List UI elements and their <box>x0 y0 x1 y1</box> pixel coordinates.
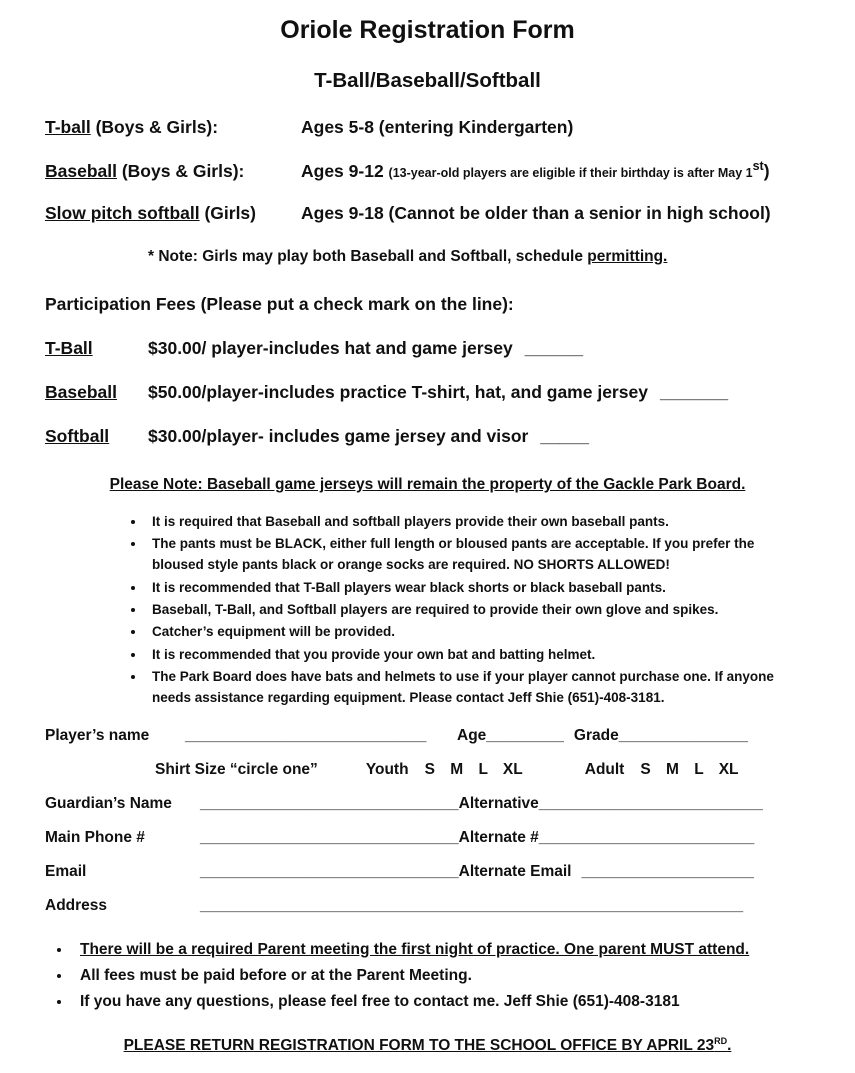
ages-eligibility-note: (13-year-old players are eligible if their birthday is after May 1 <box>388 165 753 180</box>
rule-item: • Baseball, T-Ball, and Softball players are required to provide their own glove and spikes. <box>146 599 806 620</box>
page-subtitle: T-Ball/Baseball/Softball <box>314 69 541 92</box>
ages-note-superscript: st <box>752 159 764 173</box>
phone-row <box>45 829 810 847</box>
page-title: Oriole Registration Form <box>280 16 575 44</box>
division-row-baseball <box>45 159 810 182</box>
division-name: Slow pitch softball <box>45 202 200 223</box>
division-label-tball <box>45 117 301 138</box>
fee-name: T-Ball <box>45 337 93 358</box>
fee-name: Baseball <box>45 381 117 402</box>
division-qualifier: (Boys & Girls): <box>116 160 245 181</box>
closing-notes-list <box>72 937 810 1015</box>
alternative-label: Alternative <box>458 794 539 812</box>
return-instruction <box>45 1036 810 1055</box>
rule-item: • The pants must be BLACK, either full length or bloused pants are acceptable. If you prefer the bloused style pants black or orange socks are required. NO SHORTS ALLOWED! <box>146 533 806 576</box>
main-phone-label: Main Phone # <box>45 828 145 846</box>
division-label-baseball <box>45 161 301 182</box>
rule-item: • The Park Board does have bats and helmets to use if your player cannot purchase one. If anyone needs assistance regarding equipment. Please contact Jeff Shie (651)-408-3181. <box>146 666 806 709</box>
alternate-phone-label: Alternate # <box>458 828 539 846</box>
fee-checkmark-line: _______ <box>659 381 729 402</box>
return-instruction-text <box>124 1037 732 1054</box>
return-text: PLEASE RETURN REGISTRATION FORM TO THE SCHOOL OFFICE BY APRIL 23 <box>123 1037 715 1055</box>
schedule-note-underlined: permitting. <box>587 247 668 265</box>
rule-item: • Catcher’s equipment will be provided. <box>146 621 806 642</box>
grade-label: Grade <box>573 726 619 744</box>
guardian-group <box>45 795 459 813</box>
fee-name: Softball <box>45 425 110 446</box>
division-list <box>45 117 810 224</box>
fee-desc-text: $50.00/player-includes practice T-shirt, hat, and game jersey <box>148 381 648 402</box>
division-name: T-ball <box>45 117 91 137</box>
fee-description <box>148 426 589 447</box>
division-row-softball <box>45 203 810 224</box>
age-blank: _________ <box>486 726 564 744</box>
jersey-property-note: Please Note: Baseball game jerseys will remain the property of the Gackle Park Board. <box>109 475 746 493</box>
email-group <box>45 863 459 881</box>
closing-note-item: • All fees must be paid before or at the Parent Meeting. <box>72 963 810 989</box>
youth-label: Youth <box>365 760 409 778</box>
fee-desc-text: $30.00/ player-includes hat and game jersey <box>148 337 513 358</box>
guardian-name-label: Guardian’s Name <box>45 794 172 812</box>
fee-checkmark-line: _____ <box>540 425 590 446</box>
player-name-row <box>45 727 810 745</box>
schedule-note-text: * Note: Girls may play both Baseball and Softball, schedule <box>148 247 588 265</box>
youth-sizes: S M L XL <box>424 760 523 778</box>
division-ages-baseball <box>301 159 810 182</box>
fee-description <box>148 338 583 359</box>
division-ages-tball: Ages 5-8 (entering Kindergarten) <box>301 117 574 137</box>
rule-item: • It is required that Baseball and softball players provide their own baseball pants. <box>146 511 806 532</box>
fee-row-tball <box>45 338 810 359</box>
main-phone-group <box>45 829 459 847</box>
adult-label: Adult <box>584 760 625 778</box>
fees-list <box>45 338 810 447</box>
closing-note-item: • If you have any questions, please feel free to contact me. Jeff Shie (651)-408-3181 <box>72 989 810 1015</box>
division-name: Baseball <box>45 160 117 181</box>
shirt-size-row <box>155 761 810 779</box>
return-superscript: RD <box>714 1035 728 1046</box>
schedule-note <box>148 248 810 266</box>
ages-note-close: ) <box>763 160 770 181</box>
fee-description <box>148 382 728 403</box>
age-label: Age <box>457 726 487 744</box>
fee-row-baseball <box>45 382 810 403</box>
alternate-email-blank: ____________________ <box>581 862 754 880</box>
player-name-blank: ____________________________ <box>185 726 427 744</box>
alternate-email-label: Alternate Email <box>458 862 572 880</box>
address-blank: _______________________________________________________________ <box>200 896 744 914</box>
alternative-blank: __________________________ <box>538 794 763 812</box>
email-row <box>45 863 810 881</box>
division-qualifier: (Girls) <box>199 202 256 223</box>
email-blank: ______________________________ <box>200 862 459 880</box>
ages-main: Ages 9-12 <box>301 160 389 181</box>
rule-item: • It is recommended that you provide your own bat and batting helmet. <box>146 644 806 665</box>
rule-item: • It is recommended that T-Ball players wear black shorts or black baseball pants. <box>146 577 806 598</box>
division-ages-softball: Ages 9-18 (Cannot be older than a senior in high school) <box>301 202 771 223</box>
division-label-softball <box>45 203 301 224</box>
main-phone-blank: ______________________________ <box>200 828 459 846</box>
division-qualifier: (Boys & Girls): <box>90 117 219 137</box>
fee-desc-text: $30.00/player- includes game jersey and visor <box>148 425 529 446</box>
fee-row-softball <box>45 426 810 447</box>
address-label: Address <box>45 896 108 914</box>
email-label: Email <box>45 862 87 880</box>
fees-heading: Participation Fees (Please put a check mark on the line): <box>45 293 514 314</box>
address-row <box>45 897 810 915</box>
shirt-size-label: Shirt Size “circle one” <box>155 760 318 778</box>
registration-fields <box>45 727 810 915</box>
adult-sizes: S M L XL <box>640 760 739 778</box>
fee-checkmark-line: ______ <box>524 337 584 358</box>
return-period: . <box>727 1037 732 1055</box>
guardian-row <box>45 795 810 813</box>
player-name-label: Player’s name <box>45 726 150 744</box>
division-row-tball <box>45 117 810 138</box>
alternate-phone-blank: _________________________ <box>538 828 755 846</box>
parent-meeting-note: There will be a required Parent meeting the first night of practice. One parent MUST attend. <box>80 940 750 958</box>
player-name-group <box>45 727 457 745</box>
grade-blank: _______________ <box>618 726 749 744</box>
closing-note-item <box>72 937 810 963</box>
guardian-name-blank: ______________________________ <box>200 794 459 812</box>
equipment-rules-list <box>146 511 810 709</box>
